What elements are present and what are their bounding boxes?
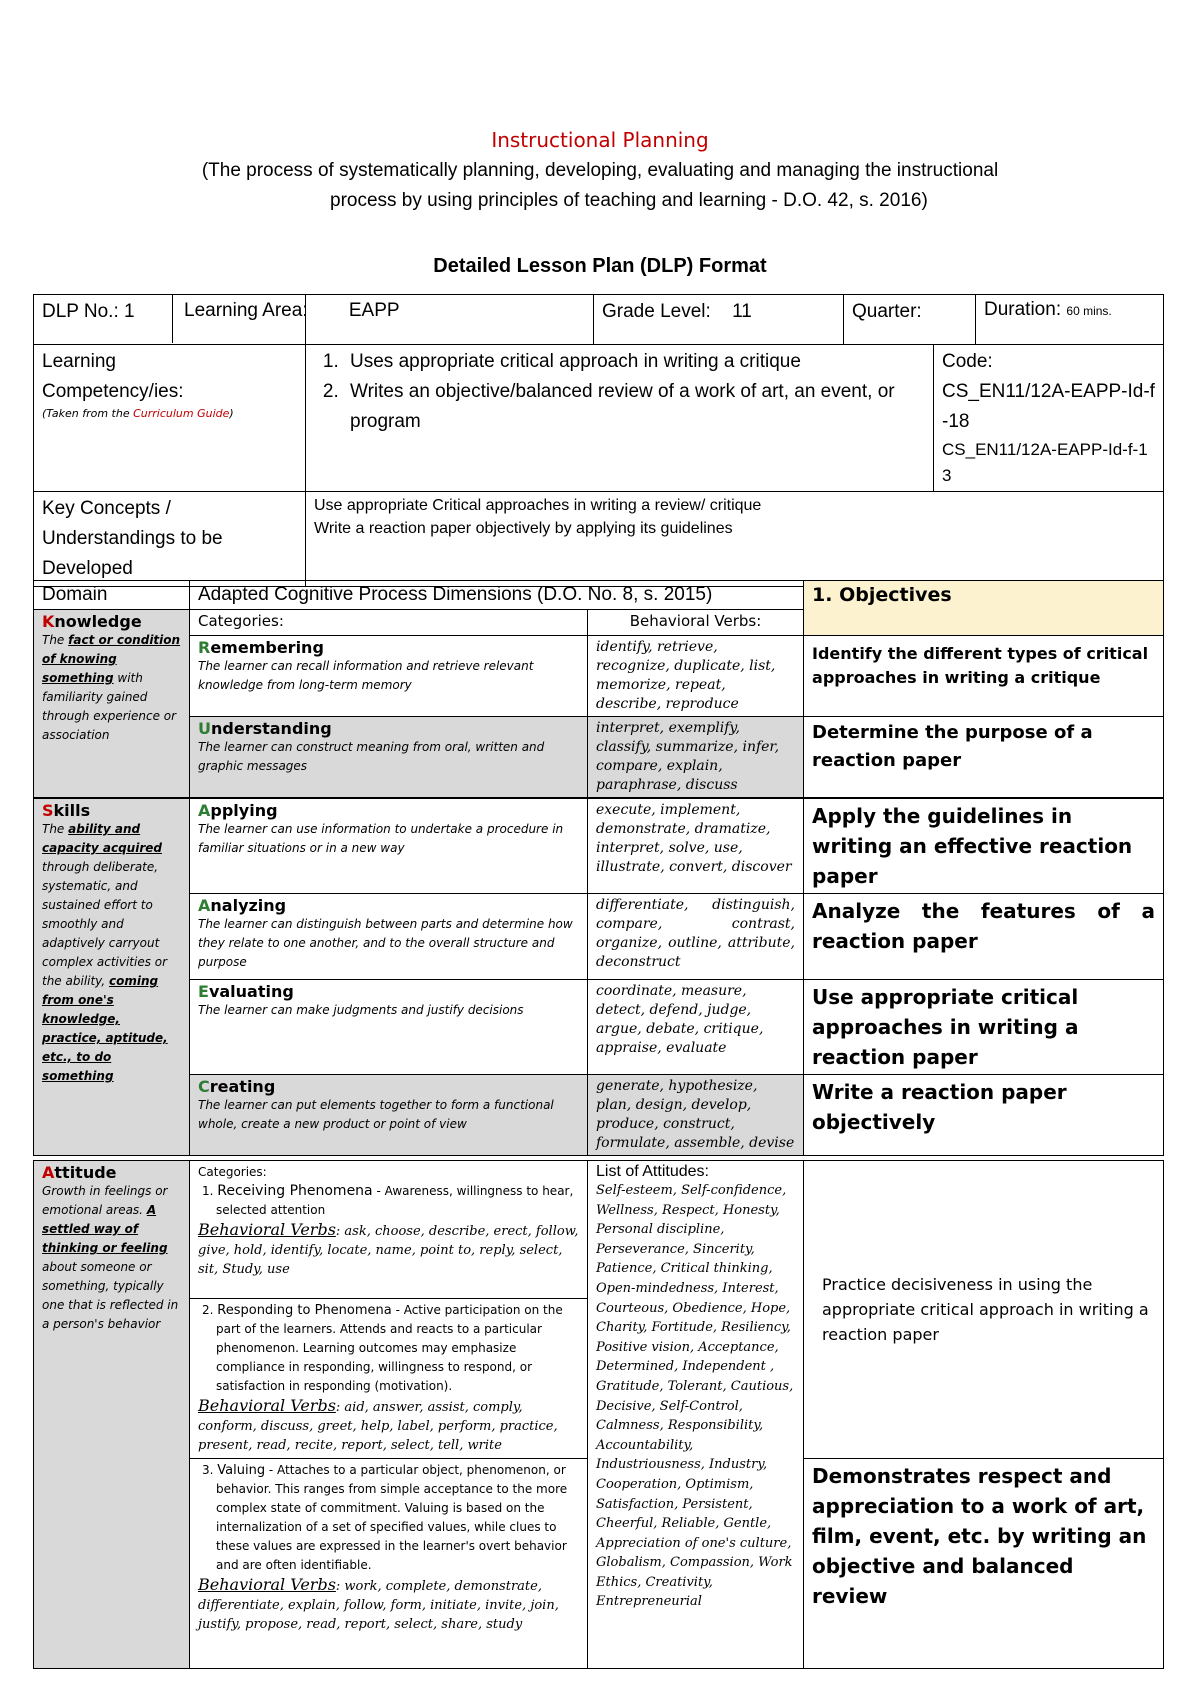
att-letter: A (42, 1163, 55, 1182)
skills-table (33, 798, 1164, 1156)
objectives-header: 1. Objectives (804, 581, 1164, 636)
creating-desc: The learner can put elements together to form a functional whole, create a new product or point of view (198, 1098, 554, 1131)
understanding-row (34, 717, 1164, 798)
sd2: ability and capacity acquired (42, 822, 162, 855)
analyzing-row (34, 894, 1164, 980)
cre-letter: C (198, 1077, 210, 1096)
evaluating-objective: Use appropriate critical approaches in writing a reaction paper (804, 980, 1164, 1075)
competency-list (344, 347, 925, 437)
key-concept-2: Write a reaction paper objectively by applying its guidelines (314, 520, 733, 537)
applying-desc: The learner can use information to undertake a procedure in familiar situations or in a new way (198, 822, 564, 855)
grade-level-value: 11 (732, 301, 752, 322)
remembering-verbs: identify, retrieve, recognize, duplicate, list, memorize, repeat, describe, reproduce (588, 636, 804, 717)
category-1-cell (190, 1161, 588, 1299)
key-concepts-label: Key Concepts / Understandings to be Developed (34, 492, 306, 587)
remembering-row (34, 636, 1164, 717)
quarter-cell (844, 295, 976, 345)
dlp-no: DLP No.: 1 (42, 301, 135, 322)
attitudes-list-cell (588, 1161, 804, 1669)
applying-cell (190, 799, 588, 894)
sd4: coming from one's knowledge, practice, aptitude, etc., to do something (42, 974, 168, 1083)
ana-rest: nalyzing (210, 896, 287, 915)
knowledge-table (33, 580, 1164, 798)
domain-header-row (34, 581, 1164, 610)
attitude-table (33, 1160, 1164, 1669)
ad3: about someone or something, typically one that is reflected in a person's behavior (42, 1260, 179, 1331)
categories-label: Categories: (198, 1165, 267, 1179)
kd2: fact or condition of knowing something (42, 633, 181, 685)
attitudes-list: Self-esteem, Self-confidence, Wellness, Respect, Honesty, Personal discipline, Perseverance, Sincerity, Patience, Critical thinking, Open-mindedness, Interest, Courteous, Obedience, Hope, Charity, Fortitude, Resiliency, Positive vision, Acceptance, Determined, Independent , Gratitude, Tolerant, Cautious, Decisive, Self-Control, Calmness, Responsibility, Accountability, Industriousness, Industry, Cooperation, Optimism, Satisfaction, Persistent, Cheerful, Reliable, Gentle, Appreciation of one's culture, Globalism, Compassion, Work Ethics, Creativity, Entrepreneurial (596, 1183, 794, 1610)
cat3-verbs: : work, complete, demonstrate, differentiate, explain, follow, form, initiate, invite, join, justify, propose, read, report, select, share, study (198, 1579, 559, 1632)
competency-list-cell (306, 345, 934, 492)
cat2-verbs: : aid, answer, assist, comply, conform, discuss, greet, help, label, perform, practice, present, read, recite, report, select, tell, write (198, 1400, 558, 1453)
evaluating-desc: The learner can make judgments and justify decisions (198, 1003, 524, 1017)
und-rest: nderstanding (211, 719, 332, 738)
competency-label: Learning Competency/ies: (42, 351, 184, 402)
evaluating-row (34, 980, 1164, 1075)
understanding-cell (190, 717, 588, 798)
code-2: CS_EN11/12A-EAPP-Id-f-13 (942, 440, 1148, 485)
note-source: Curriculum Guide (133, 407, 230, 420)
code-1: CS_EN11/12A-EAPP-Id-f-18 (942, 381, 1155, 432)
remembering-cell (190, 636, 588, 717)
sd1: The (42, 822, 69, 836)
competency-label-cell (34, 345, 306, 492)
category-1-verbs (198, 1220, 579, 1279)
ad2: A settled way of thinking or feeling (42, 1203, 168, 1255)
domain-header: Domain (34, 581, 190, 610)
remembering-desc: The learner can recall information and retrieve relevant knowledge from long-term memory (198, 659, 534, 692)
creating-verbs: generate, hypothesize, plan, design, develop, produce, construct, formulate, assemble, devise (588, 1075, 804, 1156)
competency-note (42, 407, 297, 420)
understanding-verbs: interpret, exemplify, classify, summarize, infer, compare, explain, paraphrase, discuss (588, 717, 804, 798)
competency-item: 1. Uses appropriate critical approach in writing a critique (344, 347, 925, 377)
creating-cell (190, 1075, 588, 1156)
duration-label: Duration: (984, 299, 1062, 320)
attitude-domain-cell (34, 1161, 190, 1669)
knowledge-desc (42, 631, 181, 745)
subtitle-line2: process by using principles of teaching and learning - D.O. 42, s. 2016) (330, 190, 928, 211)
duration-value: 60 mins. (1066, 304, 1112, 318)
cat1-bv: Behavioral Verbs (198, 1220, 336, 1239)
skills-letter: S (42, 801, 54, 820)
grade-level-label: Grade Level: (602, 301, 711, 322)
cat3-title: Valuing (217, 1463, 266, 1478)
understanding-desc: The learner can construct meaning from oral, written and graphic messages (198, 740, 545, 773)
app-rest: pplying (210, 801, 278, 820)
app-letter: A (198, 801, 211, 820)
cat2-desc: - Active participation on the part of the learners. Attends and reacts to a particular phenomenon. Learning outcomes may emphasize compliance in responding, willingness to respond, or satisfaction in responding (motivation). (216, 1303, 563, 1393)
cre-rest: reating (209, 1077, 276, 1096)
und-letter: U (198, 719, 211, 738)
grade-level-cell (594, 295, 844, 345)
skills-domain-cell (34, 799, 190, 1156)
learning-area-value: EAPP (348, 300, 400, 321)
creating-objective: Write a reaction paper objectively (804, 1075, 1164, 1156)
category-3-verbs (198, 1575, 579, 1634)
code-cell (934, 345, 1164, 492)
skills-rest: kills (53, 801, 91, 820)
eva-rest: valuating (208, 982, 294, 1001)
analyzing-objective: Analyze the features of a reaction paper (804, 894, 1164, 980)
understanding-objective: Determine the purpose of a reaction paper (804, 717, 1164, 798)
page-title: Instructional Planning (491, 128, 709, 152)
divider (172, 295, 173, 343)
competency-row (34, 345, 1164, 492)
learning-area-label: Learning Area: (184, 300, 308, 321)
kd3: with familiarity gained through experience or association (42, 671, 177, 742)
skills-desc (42, 820, 181, 1086)
attitude-objective-2: Demonstrates respect and appreciation to a work of art, film, event, etc. by writing an objective and balanced review (804, 1459, 1164, 1669)
cat2-title: Responding to Phenomena (217, 1303, 392, 1318)
note-suffix: ) (229, 407, 234, 420)
key-concepts-row (34, 492, 1164, 587)
category-1: 1. Receiving Phenomena - Awareness, willingness to hear, selected attention (202, 1183, 574, 1217)
subtitle-line1: (The process of systematically planning, developing, evaluating and managing the instructional (201, 160, 999, 181)
eva-letter: E (198, 982, 209, 1001)
key-concept-1: Use appropriate Critical approaches in writing a review/ critique (314, 497, 762, 514)
rem-rest: emembering (210, 638, 324, 657)
analyzing-verbs: differentiate, distinguish, compare, contrast, organize, outline, attribute, deconstruct (588, 894, 804, 980)
att-rest: ttitude (54, 1163, 117, 1182)
knowledge-rest: nowledge (54, 612, 142, 631)
attitudes-list-label: List of Attitudes: (596, 1163, 709, 1180)
dimensions-header: Adapted Cognitive Process Dimensions (D.O. No. 8, s. 2015) (190, 581, 804, 610)
categories-header: Categories: (190, 610, 588, 636)
attitude-objective-1-cell (804, 1161, 1164, 1459)
category-2-cell (190, 1299, 588, 1459)
competency-item: 2. Writes an objective/balanced review of a work of art, an event, or program (344, 377, 925, 437)
key-concepts-cell (306, 492, 1164, 587)
category-2: 2. Responding to Phenomena - Active participation on the part of the learners. Attends and reacts to a particular phenomenon. Learning outcomes may emphasize compliance in responding, willingness to respond, or satisfaction in responding (motivation). (202, 1303, 563, 1393)
category-2-verbs (198, 1396, 579, 1455)
competency-table (33, 344, 1164, 587)
category-3: 3. Valuing - Attaches to a particular object, phenomenon, or behavior. This ranges from simple acceptance to the more complex state of commitment. Valuing is based on the internalization of a set of specified values, while clues to these values are expressed in the learner's overt behavior and are often identifiable. (202, 1463, 568, 1572)
note-prefix: (Taken from the (42, 407, 134, 420)
attitude-objective-1: Practice decisiveness in using the appropriate critical approach in writing a reaction paper (822, 1275, 1149, 1344)
code-label: Code: (942, 351, 993, 372)
rem-letter: R (198, 638, 211, 657)
duration-cell (976, 295, 1164, 345)
attitude-row-1 (34, 1161, 1164, 1299)
cat2-bv: Behavioral Verbs (198, 1396, 336, 1415)
cat3-bv: Behavioral Verbs (198, 1575, 336, 1594)
verbs-header: Behavioral Verbs: (588, 610, 804, 636)
learning-area (184, 296, 400, 326)
cat1-verbs: : ask, choose, describe, erect, follow, give, hold, identify, locate, name, point to, reply, select, sit, Study, use (198, 1224, 579, 1277)
evaluating-verbs: coordinate, measure, detect, defend, judge, argue, debate, critique, appraise, evaluate (588, 980, 804, 1075)
analyzing-cell (190, 894, 588, 980)
ad1: Growth in feelings or emotional areas. (42, 1184, 168, 1217)
knowledge-letter: K (42, 612, 55, 631)
creating-row (34, 1075, 1164, 1156)
category-3-cell (190, 1459, 588, 1669)
remembering-objective: Identify the different types of critical approaches in writing a critique (804, 636, 1164, 717)
knowledge-domain-cell (34, 610, 190, 798)
cat1-desc: - Awareness, willingness to hear, selected attention (216, 1184, 574, 1217)
applying-row (34, 799, 1164, 894)
cat3-desc: - Attaches to a particular object, phenomenon, or behavior. This ranges from simple acceptance to the more complex state of commitment. Valuing is based on the internalization of a set of specified values, while clues to these values are expressed in the learner's overt behavior and are often identifiable. (216, 1463, 568, 1572)
ana-letter: A (198, 896, 211, 915)
format-title: Detailed Lesson Plan (DLP) Format (433, 255, 767, 277)
attitude-desc (42, 1182, 181, 1334)
quarter-label: Quarter: (852, 301, 922, 322)
kd1: The (42, 633, 69, 647)
applying-objective: Apply the guidelines in writing an effective reaction paper (804, 799, 1164, 894)
cat1-title: Receiving Phenomena (217, 1183, 373, 1199)
sd3: through deliberate, systematic, and sustained effort to smoothly and adaptively carryout complex activities or the ability, (42, 860, 168, 988)
evaluating-cell (190, 980, 588, 1075)
analyzing-desc: The learner can distinguish between parts and determine how they relate to one another, and to the overall structure and purpose (198, 917, 573, 969)
applying-verbs: execute, implement, demonstrate, dramatize, interpret, solve, use, illustrate, convert, discover (588, 799, 804, 894)
